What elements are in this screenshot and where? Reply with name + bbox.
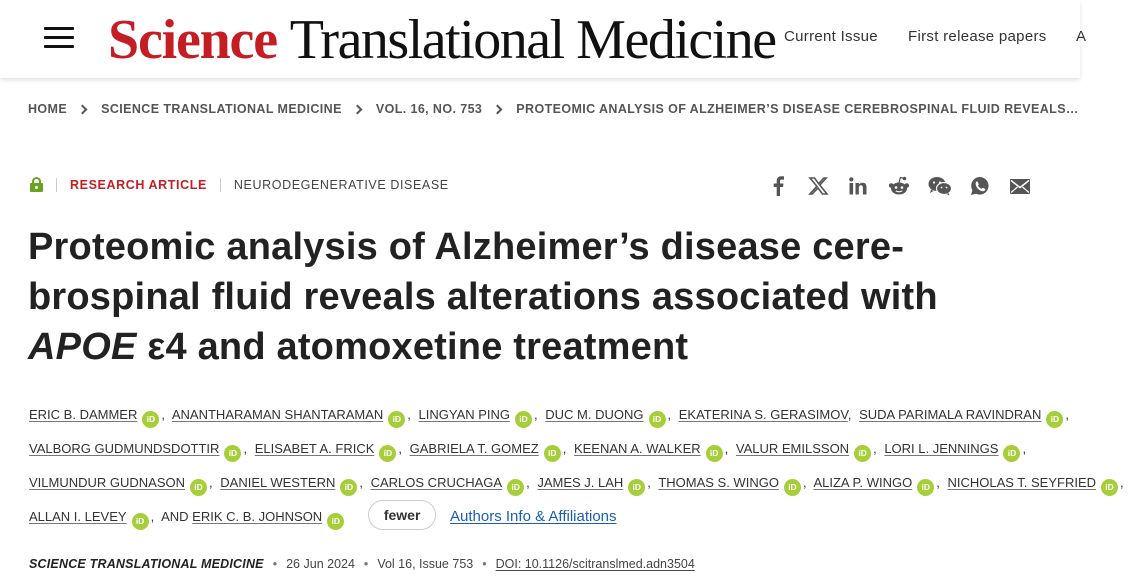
orcid-icon[interactable]: iD bbox=[854, 445, 871, 462]
author-line: ALLAN I. LEVEY iD , AND ERIK C. B. JOHNSON iD fewer Authors Info & Affiliations bbox=[29, 500, 1059, 534]
facebook-icon[interactable] bbox=[765, 173, 791, 199]
orcid-icon[interactable]: iD bbox=[190, 479, 207, 496]
orcid-icon[interactable]: iD bbox=[224, 445, 241, 462]
author-name[interactable]: EKATERINA S. GERASIMOV bbox=[678, 407, 848, 422]
open-access-lock-icon bbox=[30, 177, 43, 192]
title-line-3-rest: ε4 and atomoxetine treatment bbox=[136, 326, 689, 368]
orcid-icon[interactable]: iD bbox=[340, 479, 357, 496]
chevron-right-icon bbox=[352, 104, 362, 114]
linkedin-icon[interactable] bbox=[845, 173, 871, 199]
fewer-authors-button[interactable]: fewer bbox=[368, 500, 437, 530]
author-name[interactable]: LINGYAN PING bbox=[418, 407, 511, 422]
citation-journal: SCIENCE TRANSLATIONAL MEDICINE bbox=[29, 557, 264, 571]
breadcrumb-current: PROTEOMIC ANALYSIS OF ALZHEIMER’S DISEASE CEREBROSPINAL FLUID REVEALS… bbox=[516, 102, 1079, 116]
author-name[interactable]: THOMAS S. WINGO bbox=[658, 475, 779, 490]
title-gene-name: APOE bbox=[28, 326, 137, 368]
divider bbox=[56, 178, 57, 192]
site-logo[interactable] bbox=[108, 8, 776, 72]
author-line: VILMUNDUR GUDNASON iD , DANIEL WESTERN iD , CARLOS CRUCHAGA iD , JAMES J. LAH iD , THOMAS S. WINGO iD , ALIZA P. WINGO iD , NICHOLAS T. SEYFRIED iD , bbox=[29, 466, 1059, 500]
breadcrumb bbox=[28, 102, 1079, 116]
divider bbox=[220, 178, 221, 192]
author-name[interactable]: ALLAN I. LEVEY bbox=[29, 509, 127, 524]
author-name[interactable]: ERIC B. DAMMER bbox=[29, 407, 138, 422]
article-meta bbox=[30, 177, 449, 192]
author-name[interactable]: KEENAN A. WALKER bbox=[573, 441, 701, 456]
citation-line: SCIENCE TRANSLATIONAL MEDICINE • 26 Jun 2024 • Vol 16, Issue 753 • DOI: 10.1126/scitranslmed.adn3504 bbox=[29, 557, 695, 571]
author-name[interactable]: JAMES J. LAH bbox=[537, 475, 624, 490]
orcid-icon[interactable]: iD bbox=[142, 411, 159, 428]
nav-truncated-item[interactable]: A bbox=[1076, 28, 1087, 45]
orcid-icon[interactable]: iD bbox=[327, 513, 344, 530]
author-conjunction: AND bbox=[161, 509, 189, 524]
orcid-icon[interactable]: iD bbox=[515, 411, 532, 428]
logo-journal-name: Translational Medicine bbox=[289, 9, 776, 71]
orcid-icon[interactable]: iD bbox=[917, 479, 934, 496]
author-name[interactable]: ERIK C. B. JOHNSON bbox=[192, 509, 323, 524]
author-name[interactable]: DUC M. DUONG bbox=[545, 407, 644, 422]
citation-doi-link[interactable]: DOI: 10.1126/scitranslmed.adn3504 bbox=[495, 557, 695, 571]
site-header bbox=[0, 0, 1087, 78]
wechat-icon[interactable] bbox=[927, 173, 953, 199]
nav-first-release-papers[interactable]: First release papers bbox=[908, 28, 1047, 45]
chevron-right-icon bbox=[78, 104, 88, 114]
menu-icon[interactable] bbox=[44, 27, 74, 49]
authors-affiliations-link[interactable]: Authors Info & Affiliations bbox=[450, 508, 617, 525]
article-type: RESEARCH ARTICLE bbox=[70, 177, 207, 192]
logo-science: Science bbox=[108, 9, 277, 71]
author-name[interactable]: VALBORG GUDMUNDSDOTTIR bbox=[29, 441, 220, 456]
orcid-icon[interactable]: iD bbox=[388, 411, 405, 428]
nav-current-issue[interactable]: Current Issue bbox=[784, 28, 878, 45]
author-name[interactable]: SUDA PARIMALA RAVINDRAN bbox=[859, 407, 1042, 422]
orcid-icon[interactable]: iD bbox=[544, 445, 561, 462]
author-list bbox=[29, 398, 1124, 534]
whatsapp-icon[interactable] bbox=[967, 173, 993, 199]
breadcrumb-home[interactable]: HOME bbox=[28, 102, 68, 116]
orcid-icon[interactable]: iD bbox=[507, 479, 524, 496]
author-name[interactable]: LORI L. JENNINGS bbox=[884, 441, 999, 456]
author-name[interactable]: ELISABET A. FRICK bbox=[254, 441, 375, 456]
author-name[interactable]: ANANTHARAMAN SHANTARAMAN bbox=[171, 407, 384, 422]
author-name[interactable]: VILMUNDUR GUDNASON bbox=[29, 475, 186, 490]
author-name[interactable]: DANIEL WESTERN bbox=[220, 475, 336, 490]
author-line: ERIC B. DAMMER iD , ANANTHARAMAN SHANTARAMAN iD , LINGYAN PING iD , DUC M. DUONG iD , EKATERINA S. GERASIMOV, SUDA PARIMALA RAVINDRAN iD , bbox=[29, 398, 1059, 432]
orcid-icon[interactable]: iD bbox=[649, 411, 666, 428]
reddit-icon[interactable] bbox=[886, 173, 912, 199]
author-line: VALBORG GUDMUNDSDOTTIR iD , ELISABET A. FRICK iD , GABRIELA T. GOMEZ iD , KEENAN A. WALKER iD , VALUR EMILSSON iD , LORI L. JENNINGS iD , bbox=[29, 432, 1059, 466]
orcid-icon[interactable]: iD bbox=[132, 513, 149, 530]
breadcrumb-issue[interactable]: VOL. 16, NO. 753 bbox=[375, 102, 483, 116]
chevron-right-icon bbox=[493, 104, 503, 114]
orcid-icon[interactable]: iD bbox=[784, 479, 801, 496]
breadcrumb-journal[interactable]: SCIENCE TRANSLATIONAL MEDICINE bbox=[101, 102, 342, 116]
author-name[interactable]: NICHOLAS T. SEYFRIED bbox=[947, 475, 1097, 490]
citation-date: 26 Jun 2024 bbox=[286, 557, 355, 571]
orcid-icon[interactable]: iD bbox=[1046, 411, 1063, 428]
title-line-2: brospinal fluid reveals alterations associated with bbox=[28, 276, 938, 318]
email-icon[interactable] bbox=[1007, 173, 1033, 199]
x-icon[interactable] bbox=[805, 173, 831, 199]
title-line-3 bbox=[28, 322, 1028, 372]
orcid-icon[interactable]: iD bbox=[628, 479, 645, 496]
orcid-icon[interactable]: iD bbox=[379, 445, 396, 462]
orcid-icon[interactable]: iD bbox=[1101, 479, 1118, 496]
orcid-icon[interactable]: iD bbox=[706, 445, 723, 462]
orcid-icon[interactable]: iD bbox=[1003, 445, 1020, 462]
author-name[interactable]: CARLOS CRUCHAGA bbox=[370, 475, 503, 490]
title-line-1: Proteomic analysis of Alzheimer’s disease cere- bbox=[28, 226, 905, 268]
article-title bbox=[28, 222, 1028, 372]
author-name[interactable]: VALUR EMILSSON bbox=[735, 441, 850, 456]
author-name[interactable]: ALIZA P. WINGO bbox=[813, 475, 913, 490]
citation-volume: Vol 16, Issue 753 bbox=[377, 557, 474, 571]
author-name[interactable]: GABRIELA T. GOMEZ bbox=[409, 441, 539, 456]
article-topic[interactable]: NEURODEGENERATIVE DISEASE bbox=[233, 177, 449, 192]
